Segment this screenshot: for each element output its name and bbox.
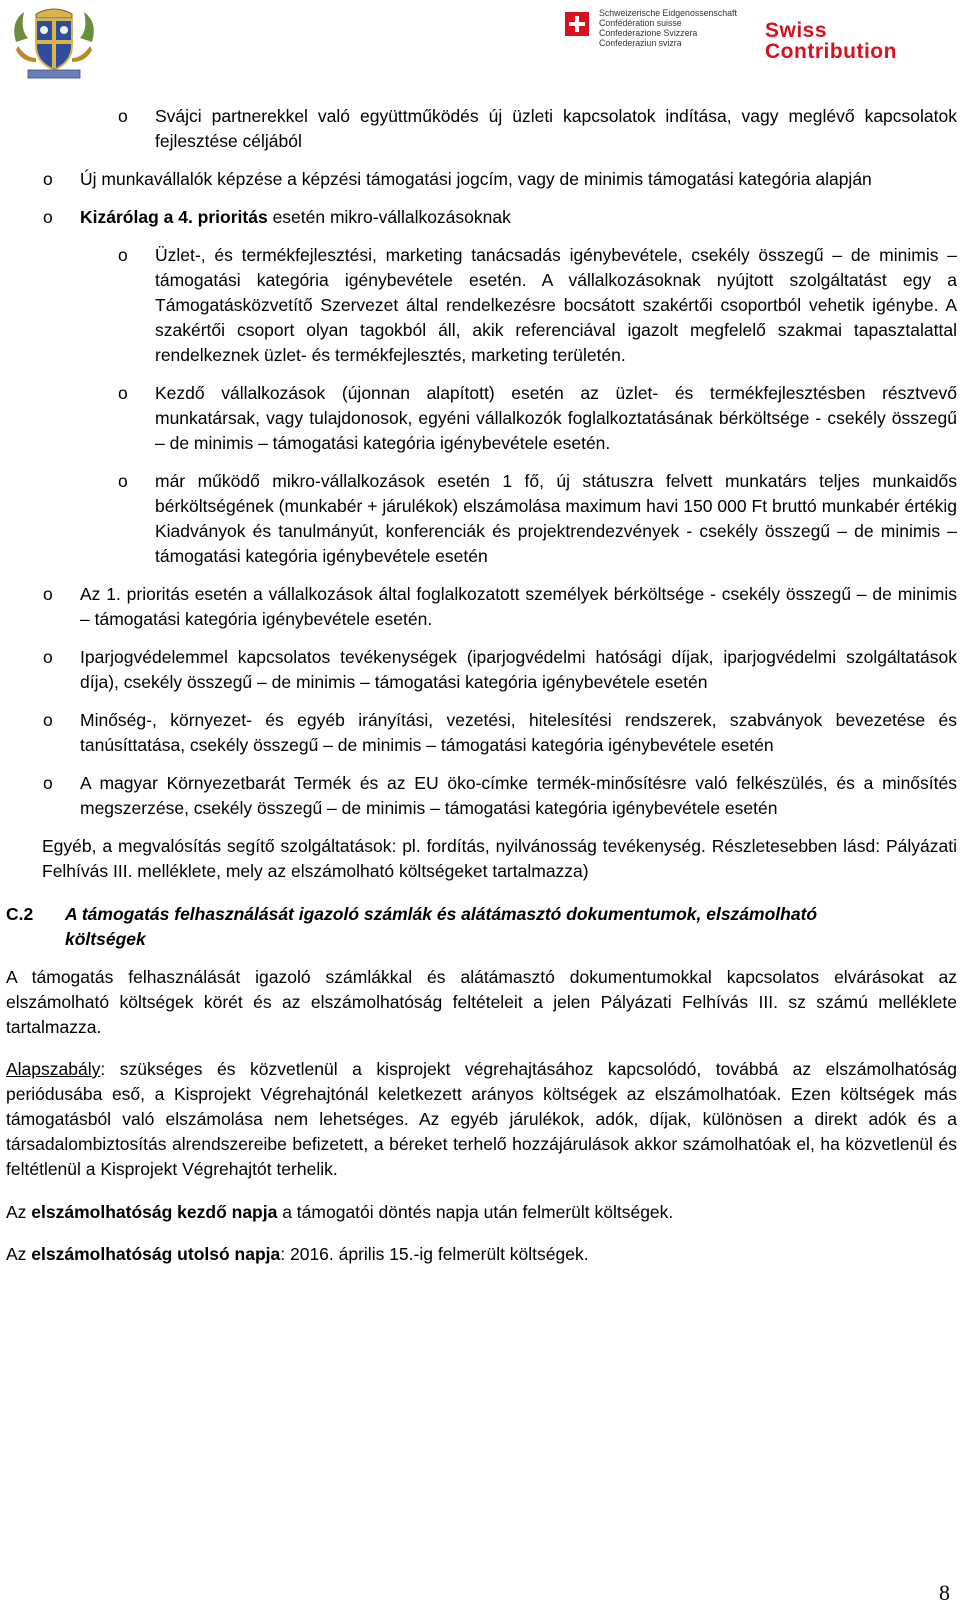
list-item-text: Üzlet-, és termékfejlesztési, marketing tanácsadás igénybevétele, csekély összegű – de minimis – támogatási kategória igénybevétele esetén. A vállalkozásoknak nyújtott szolgáltatást egy a Támogatásközvetítő Szervezet által rendelkezésre bocsátott szakértői csoportból vehetik igénybe. A szakértői csoport olyan tagokból áll, akik referenciával igazolt megfelelő szakmai tapasztalattal rendelkeznek üzlet- és termékfejlesztés, marketing területén. [155,245,957,365]
swiss-line: Confédération suisse [599,18,682,28]
list-item-text: Iparjogvédelemmel kapcsolatos tevékenységek (iparjogvédelmi hatósági díjak, iparjogvédelmi szolgáltatások díja), csekély összegű – de minimis – támogatási kategória igénybevétele esetén [80,647,957,692]
list-item-text: Kezdő vállalkozások (újonnan alapított) esetén az üzlet- és termékfejlesztésben résztvevő munkatársak, vagy tulajdonosok, egyéni vállalkozók foglalkoztatásának bérköltsége - csekély összegű – de minimis – támogatási kategória igénybevétele esetén. [155,383,957,453]
list-item-text: már működő mikro-vállalkozások esetén 1 fő, új státuszra felvett munkatárs teljes munkaidős bérköltségének (munkabér + járulékok) elszámolása maximum havi 150 000 Ft bruttó munkabér értékig Kiadványok és tanulmányút, konferenciák és projektrendezvények - csekély összegű – de minimis – támogatási kategória igénybevétele esetén [155,471,957,566]
list-item-bold-text: Kizárólag a 4. prioritás [80,207,268,227]
bullet: o [43,169,53,189]
document-body [0,104,960,1285]
bullet: o [118,383,128,403]
bullet: o [118,471,128,491]
text: a támogatói döntés napja után felmerült költségek. [277,1201,674,1222]
swiss-cross-icon [565,12,589,36]
bullet: o [43,710,53,730]
text: Az [6,1201,32,1222]
rule-paragraph [6,1057,957,1182]
section-title: A támogatás felhasználását igazoló számlák és alátámasztó dokumentumok, elszámolható költségek [65,903,818,949]
bullet: o [43,584,53,604]
section-heading [0,902,960,952]
text: : 2016. április 15.-ig felmerült költségek. [280,1244,589,1264]
swiss-contribution-logo [553,2,950,70]
end-date-paragraph [6,1242,957,1267]
list-item [43,708,957,758]
list-item-text: Minőség-, környezet- és egyéb irányítási, vezetési, hitelesítési rendszerek, szabványok bevezetése és tanúsíttatása, csekély összegű – de minimis – támogatási kategória igénybevétele esetén [80,710,957,755]
list-item [118,469,957,569]
other-services-paragraph: Egyéb, a megvalósítás segítő szolgáltatások: pl. fordítás, nyilvánosság tevékenység. Részletesebben lásd: Pályázati Felhívás III. melléklete, mely az elszámolható költségeket tartalmazza) [42,836,957,881]
start-date-paragraph [6,1200,957,1225]
list-item [118,243,957,368]
list-item [43,205,957,230]
list-item-text: A magyar Környezetbarát Termék és az EU öko-címke termék-minősítésre való felkészülés, és a minősítés megszerzése, csekély összegű – de minimis – támogatási kategória igénybevétele esetén [80,773,957,818]
rule-text: : szükséges és közvetlenül a kisprojekt végrehajtásához kapcsolódó, továbbá az elszámolhatóság periódusába eső, a Kisprojekt Végrehajtónál keletkezett arányos költségek az elszámolhatóak. Ezen költségek más támogatásból való elszámolása nem lehetséges. Az egyéb járulékok, adók, díjak, különösen a direkt adók és a társadalombiztosítás alrendszereibe befizetett, a béreket terhelő hozzájárulások akkor számolhatóak el, ha közvetlenül és feltétlenül a Kisprojekt Végrehajtót terhelik. [6,1059,957,1179]
page-header [0,0,960,80]
bold-text: elszámolhatóság kezdő napja [31,1201,278,1222]
rule-label: Alapszabály [6,1059,101,1079]
list-item-text: Új munkavállalók képzése a képzési támogatási jogcím, vagy de minimis támogatási kategória alapján [80,169,872,189]
list-item [43,771,957,821]
bullet: o [118,106,128,126]
swiss-line: Confederaziun svizra [599,38,682,48]
bullet: o [43,773,53,793]
section-number: C.2 [6,903,34,924]
list-item [43,167,957,192]
swiss-contribution-wordmark: Swiss Contribution [765,19,897,63]
bullet: o [43,647,53,667]
list-item-text: esetén mikro-vállalkozásoknak [267,207,511,227]
swiss-line: Confederazione Svizzera [599,28,698,38]
bullet: o [118,245,128,265]
bullet: o [43,207,53,227]
list-item-text: Az 1. prioritás esetén a vállalkozások által foglalkozatott személyek bérköltsége - csekély összegű – de minimis – támogatási kategória igénybevétele esetén. [80,584,957,629]
list-item [118,381,957,456]
page-number: 8 [939,1580,950,1605]
list-item [43,582,957,632]
bold-text: elszámolhatóság utolsó napja [31,1244,281,1264]
text: Az [6,1244,32,1264]
coat-of-arms-logo [6,2,102,80]
swiss-confederation-text [599,8,759,48]
list-item [43,645,957,695]
list-item-text: Svájci partnerekkel való együttműködés új üzleti kapcsolatok indítása, vagy meglévő kapcsolatok fejlesztése céljából [155,106,957,151]
swiss-line: Schweizerische Eidgenossenschaft [599,8,737,18]
list-item [118,104,957,154]
body-paragraph: A támogatás felhasználását igazoló számlákkal és alátámasztó dokumentumokkal kapcsolatos elvárásokat az elszámolható költségek körét és az elszámolhatóság feltételeit a jelen Pályázati Felhívás III. sz számú melléklete tartalmazza. [6,966,957,1037]
